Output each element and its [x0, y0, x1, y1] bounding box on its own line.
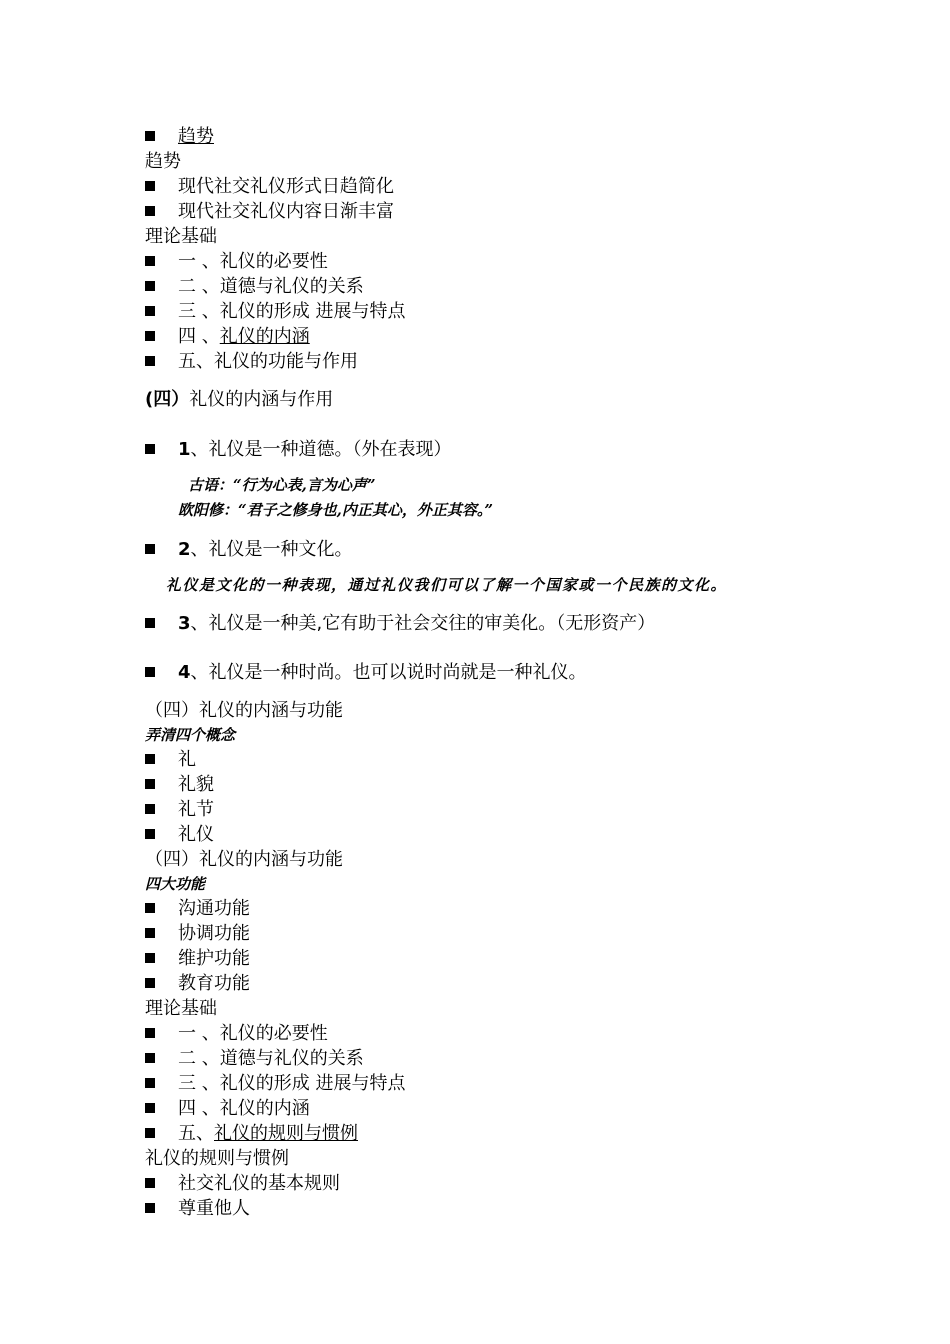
rules-link[interactable]: 礼仪的规则与惯例 [214, 1123, 358, 1144]
section-heading: 理论基础 [145, 226, 217, 247]
list-item-text: 礼貌 [178, 774, 214, 795]
list-item [145, 275, 364, 299]
list-item-text: 沟通功能 [178, 898, 250, 919]
heading-paren: (四） [145, 389, 190, 410]
list-item-text: 礼仪 [178, 824, 214, 845]
bullet-icon [145, 206, 155, 216]
list-item [145, 175, 394, 199]
list-item-text: 五、礼仪的功能与作用 [178, 351, 358, 372]
list-item-text: 、礼仪是一种美,它有助于社会交往的审美化。（无形资产） [190, 613, 656, 634]
bullet-icon [145, 281, 155, 291]
list-item [145, 125, 214, 149]
section-heading [145, 388, 333, 412]
list-item [145, 1122, 358, 1146]
bullet-icon [145, 903, 155, 913]
item-number: 3 [178, 613, 191, 634]
bullet-icon [145, 804, 155, 814]
section-heading: （四）礼仪的内涵与功能 [145, 849, 343, 870]
bullet-icon [145, 1203, 155, 1213]
quote-ouyang: 欧阳修：“君子之修身也,内正其心，外正其容。” [178, 501, 493, 519]
bullet-icon [145, 256, 155, 266]
list-item [145, 897, 250, 921]
list-item-text: 、礼仪是一种时尚。也可以说时尚就是一种礼仪。 [190, 662, 587, 683]
list-item-text: 现代社交礼仪内容日渐丰富 [178, 201, 394, 222]
list-item-text: 、礼仪是一种道德。（外在表现） [190, 439, 452, 460]
list-item [145, 823, 214, 847]
bullet-icon [145, 331, 155, 341]
heading-text: 礼仪的内涵与作用 [189, 389, 334, 410]
bullet-icon [145, 1053, 155, 1063]
list-item [145, 438, 452, 462]
list-item [145, 748, 196, 772]
list-item-prefix: 四 、 [178, 326, 220, 347]
connotation-link[interactable]: 礼仪的内涵 [219, 326, 310, 347]
list-item [145, 350, 358, 374]
list-item [145, 325, 310, 349]
section-subheading: 四大功能 [145, 875, 206, 893]
bullet-icon [145, 1103, 155, 1113]
list-item [145, 661, 587, 685]
bullet-icon [145, 618, 155, 628]
bullet-icon [145, 544, 155, 554]
item-number: 1 [178, 439, 191, 460]
bullet-icon [145, 754, 155, 764]
bullet-icon [145, 829, 155, 839]
list-item-text: 现代社交礼仪形式日趋简化 [178, 176, 394, 197]
bullet-icon [145, 1028, 155, 1038]
list-item [145, 1047, 364, 1071]
list-item-text: 、礼仪是一种文化。 [190, 539, 353, 560]
quote-culture: 礼仪是文化的一种表现，通过礼仪我们可以了解一个国家或一个民族的文化。 [166, 576, 728, 594]
bullet-icon [145, 953, 155, 963]
list-item [145, 612, 655, 636]
section-subheading: 弄清四个概念 [145, 726, 236, 744]
list-item-text: 协调功能 [178, 923, 250, 944]
list-item [145, 1072, 405, 1096]
item-number: 4 [178, 662, 191, 683]
list-item-text: 一 、礼仪的必要性 [178, 1023, 328, 1044]
quote-ancient: 古语：“行为心表,言为心声” [188, 476, 376, 494]
list-item [145, 922, 250, 946]
list-item [145, 1172, 340, 1196]
list-item-text: 维护功能 [178, 948, 250, 969]
list-item-text: 二 、道德与礼仪的关系 [178, 1048, 364, 1069]
bullet-icon [145, 928, 155, 938]
list-item-text: 礼节 [178, 799, 214, 820]
bullet-icon [145, 978, 155, 988]
trend-link[interactable]: 趋势 [178, 126, 214, 147]
bullet-icon [145, 131, 155, 141]
bullet-icon [145, 1178, 155, 1188]
list-item [145, 798, 214, 822]
list-item-prefix: 五、 [178, 1123, 214, 1144]
list-item-text: 三 、礼仪的形成 进展与特点 [178, 1073, 406, 1094]
list-item [145, 1197, 250, 1221]
bullet-icon [145, 356, 155, 366]
bullet-icon [145, 181, 155, 191]
bullet-icon [145, 667, 155, 677]
list-item-text: 教育功能 [178, 973, 250, 994]
list-item [145, 972, 250, 996]
list-item [145, 538, 353, 562]
list-item [145, 947, 250, 971]
list-item-text: 礼 [178, 749, 196, 770]
list-item [145, 1022, 328, 1046]
list-item-text: 四 、礼仪的内涵 [178, 1098, 310, 1119]
bullet-icon [145, 444, 155, 454]
list-item-text: 尊重他人 [178, 1198, 250, 1219]
bullet-icon [145, 779, 155, 789]
list-item-text: 社交礼仪的基本规则 [178, 1173, 340, 1194]
list-item-text: 一 、礼仪的必要性 [178, 251, 328, 272]
bullet-icon [145, 306, 155, 316]
list-item [145, 773, 214, 797]
section-heading: 趋势 [145, 151, 181, 172]
list-item [145, 200, 394, 224]
list-item-text: 三 、礼仪的形成 进展与特点 [178, 301, 406, 322]
bullet-icon [145, 1128, 155, 1138]
bullet-icon [145, 1078, 155, 1088]
list-item [145, 1097, 310, 1121]
list-item-text: 二 、道德与礼仪的关系 [178, 276, 364, 297]
section-heading: 理论基础 [145, 998, 217, 1019]
list-item [145, 300, 405, 324]
list-item [145, 250, 328, 274]
section-heading: （四）礼仪的内涵与功能 [145, 700, 343, 721]
item-number: 2 [178, 539, 191, 560]
section-heading: 礼仪的规则与惯例 [145, 1148, 289, 1169]
